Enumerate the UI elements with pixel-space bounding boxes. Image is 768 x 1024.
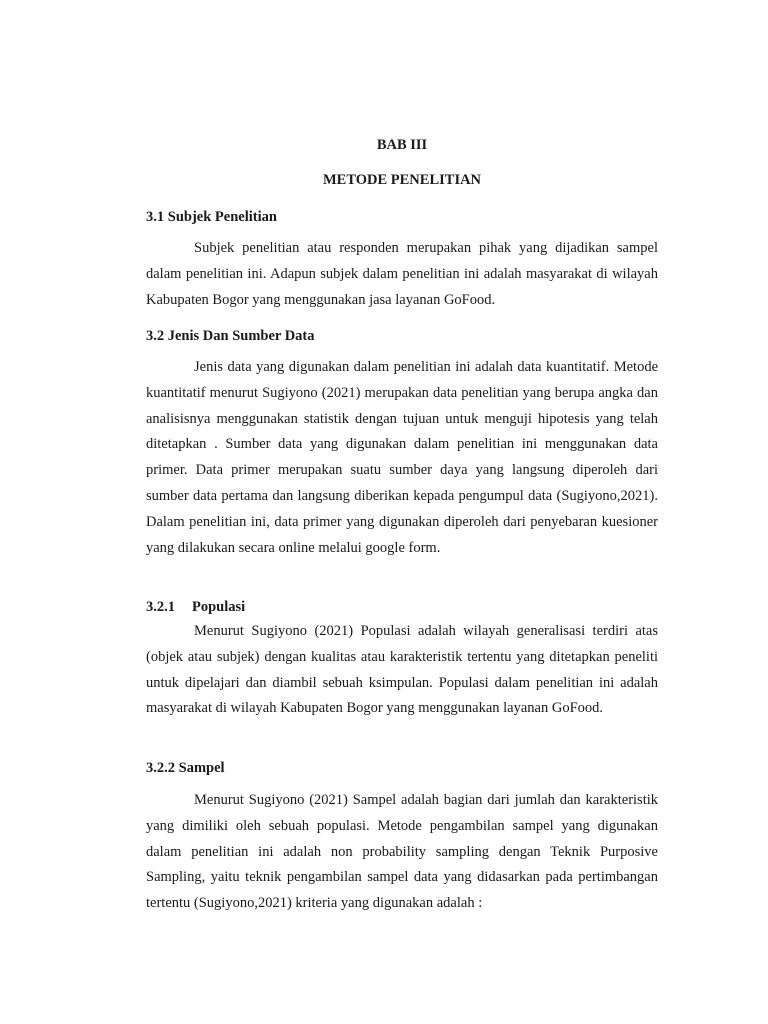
chapter-title: METODE PENELITIAN: [322, 172, 482, 188]
section-paragraph-3-2-1: Menurut Sugiyono (2021) Populasi adalah wilayah generalisasi terdiri atas (objek atau subjek) dengan kualitas atau karakteristik tertentu yang ditetapkan peneliti untuk dipelajari dan diambil sebuah ksimpulan. Populasi dalam penelitian ini adalah masyarakat di wilayah Kabupaten Bogor yang menggunakan layanan GoFood.: [146, 623, 658, 717]
chapter-label: BAB III: [376, 137, 428, 153]
section-heading-3-2-2: 3.2.2 Sampel: [146, 760, 225, 776]
section-heading-3-2: 3.2 Jenis Dan Sumber Data: [146, 328, 315, 344]
section-heading-3-1: 3.1 Subjek Penelitian: [146, 209, 277, 225]
section-paragraph-3-1: Subjek penelitian atau responden merupakan pihak yang dijadikan sampel dalam penelitian ini. Adapun subjek dalam penelitian ini adalah masyarakat di wilayah Kabupaten Bogor yang menggunakan jasa layanan GoFood.: [146, 240, 658, 308]
section-number-3-2-1: 3.2.1: [146, 599, 175, 615]
section-heading-3-2-1: [146, 597, 245, 617]
section-paragraph-3-2: Jenis data yang digunakan dalam penelitian ini adalah data kuantitatif. Metode kuantitatif menurut Sugiyono (2021) merupakan data penelitian yang berupa angka dan analisisnya menggunakan statistik dengan tujuan untuk menguji hipotesis yang telah ditetapkan . Sumber data yang digunakan dalam penelitian ini menggunakan data primer. Data primer merupakan suatu sumber daya yang langsung diperoleh dari sumber data pertama dan langsung diberikan kepada pengumpul data (Sugiyono,2021). Dalam penelitian ini, data primer yang digunakan diperoleh dari penyebaran kuesioner yang dilakukan secara online melalui google form.: [146, 359, 658, 556]
section-paragraph-3-2-2: Menurut Sugiyono (2021) Sampel adalah bagian dari jumlah dan karakteristik yang dimiliki oleh sebuah populasi. Metode pengambilan sampel yang digunakan dalam penelitian ini adalah non probability sampling dengan Teknik Purposive Sampling, yaitu teknik pengambilan sampel data yang didasarkan pada pertimbangan tertentu (Sugiyono,2021) kriteria yang digunakan adalah :: [146, 792, 658, 912]
section-title-3-2-1: Populasi: [192, 599, 246, 615]
